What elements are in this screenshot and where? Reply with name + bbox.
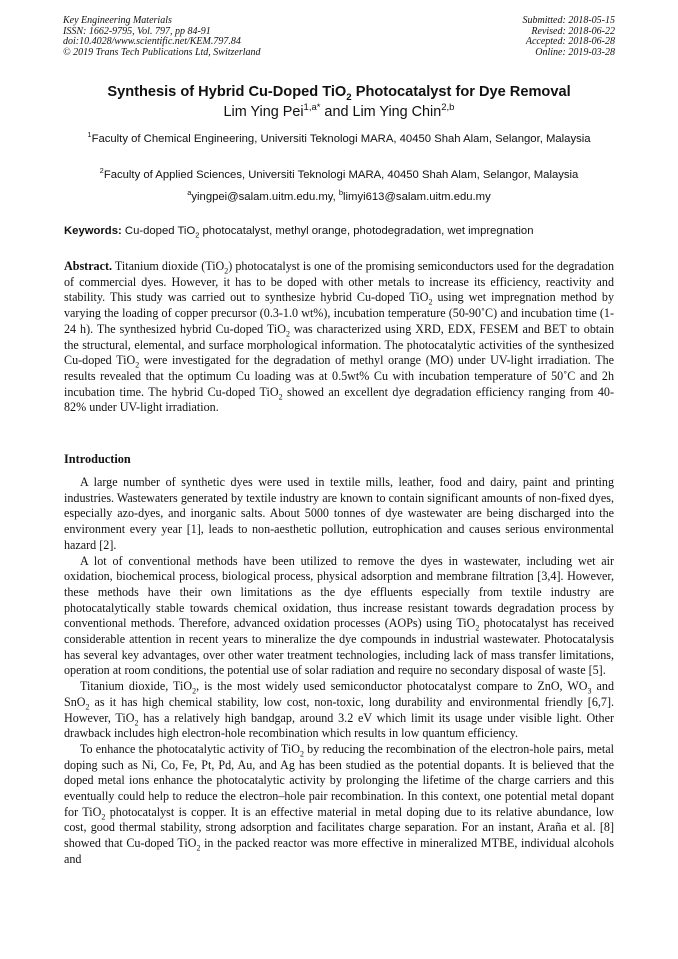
journal-issn: ISSN: 1662-9795, Vol. 797, pp 84-91 [63,25,211,37]
journal-name: Key Engineering Materials [63,15,172,26]
paragraph: Titanium dioxide, TiO$_2$, is the most widely used semiconductor photocatalyst compare to ZnO, $WO_3$ and SnO$_2$ as it has high chemical stability, low cost, non-toxic, long durability and environmental friendly [6,7]. However, TiO$_2$ has a relatively high bandgap, around 3.2 eV which limit its usage under visible light. Other drawback includes high electron-hole recombination which results in low quantum efficiency. [64,679,614,741]
paragraph: To enhance the photocatalytic activity of TiO$_2$ by reducing the recombination of the electron-hole pairs, metal doping such as Ni, Co, Fe, Pt, Pd, Au, and Ag has been studied as the potential dopants. It is believed that the doped metal ions enhance the photocatalytic activity by prolonging the lifetime of the charge carriers and this eventually could help to reduce the electron–hole pair recombination. In this context, one potential metal dopant for TiO$_2$ photocatalyst is copper. It is an effective material in metal doping due to its relative abundance, low cost, good thermal stability, strong adsorption and facilitates charge separation. For an instant, Araña et al. [8] showed that Cu-doped TiO$_2$ in the packed reactor was more effective in mineralized MTBE, individual alcohols and [64,741,615,866]
email-link-2[interactable]: limyi613@salam.uitm.edu.my [343,191,491,203]
date-revised: Revised: 2018-06-22 [531,25,615,37]
date-online: Online: 2019-03-28 [535,46,615,58]
journal-doi[interactable]: doi:10.4028/www.scientific.net/KEM.797.84 [63,36,241,48]
author-emails: $^a$yingpei@salam.uitm.edu.my, $^b$limyi613@salam.uitm.edu.my [187,188,491,203]
date-submitted: Submitted: 2018-05-15 [522,15,615,26]
paper-title: Synthesis of Hybrid Cu-Doped TiO$_2$ Photocatalyst for Dye Removal [107,84,571,103]
journal-info [63,16,261,58]
email-link-1[interactable]: yingpei@salam.uitm.edu.my [191,191,333,203]
affiliation-2: $^2$Faculty of Applied Sciences, Universiti Teknologi MARA, 40450 Shah Alam, Selangor, Malaysia [99,166,579,181]
author-1: Lim Ying Pei [223,104,304,120]
introduction-body [64,475,614,868]
keywords-label: Keywords: [64,225,122,237]
abstract: Abstract. Titanium dioxide (TiO$_2$) photocatalyst is one of the promising semiconductors used for the degradation of commercial dyes. However, it has to be doped with other metals to increase its efficiency, reactivity and stability. This study was carried out to synthesize hybrid Cu-doped TiO$_2$ using wet impregnation method by varying the loading of copper precursor (0.3-1.0 wt%), incubation temperature (50-90˚C) and incubation time (1-24 h). The synthesized hybrid Cu-doped TiO$_2$ was characterized using XRD, EDX, FESEM and BET to obtain the structural, elemental, and surface morphological information. The photocatalytic activities of the synthesized Cu-doped TiO$_2$ were investigated for the degradation of methyl orange (MO) under UV-light irradiation. The results revealed that the optimum Cu loading was at 0.5wt% Cu with incubation temperature of 50˚C and 2h incubation time. The hybrid Cu-doped TiO$_2$ showed an excellent dye degradation efficiency ranging from 40-82% under UV-light irradiation. [64,259,615,415]
paragraph: A large number of synthetic dyes were used in textile mills, leather, food and dairy, paint and printing industries. Wastewaters generated by textile industry are known to contain significant amounts of non-fixed dyes, especially azo-dyes, and inorganic salts. About 5000 tonnes of dye wastewater are being discharged into the environment every year [1], leads to non-aesthetic pollution, eutrophication and causes serious environmental hazard [2]. [64,475,614,552]
publication-dates [523,16,616,58]
paragraph: A lot of conventional methods have been utilized to remove the dyes in wastewater, including wet air oxidation, biochemical process, biological process, physical adsorption and membrane filtration [3,4]. However, these methods have their own limitations as the dye effluents especially from textile industry are photocatalytically stable towards chemical oxidation, thus increase resistant towards degradation process by conventional methods. Therefore, advanced oxidation processes (AOPs) using TiO$_2$ photocatalyst has received considerable attention in recent years to mineralize the dye compounds in industrial wastewater. Photocatalysis has several key advantages, over other water treatment technologies, including lack of mass transfer limitations, operation at room conditions, the potential use of solar radiation and require no secondary disposal of waste [5]. [64,553,614,678]
author-2: Lim Ying Chin [352,104,442,120]
journal-copyright: © 2019 Trans Tech Publications Ltd, Switzerland [63,46,261,58]
author-list: Lim Ying Pei$^{1,a*}$ and Lim Ying Chin$^{2,b}$ [223,102,455,120]
date-accepted: Accepted: 2018-06-28 [525,36,615,48]
abstract-label: Abstract. [64,259,113,273]
affiliation-1: $^1$Faculty of Chemical Engineering, Universiti Teknologi MARA, 40450 Shah Alam, Selangor, Malaysia [87,130,591,145]
section-heading-introduction: Introduction [64,452,131,466]
keywords: Keywords: Cu-doped TiO$_2$ photocatalyst, methyl orange, photodegradation, wet impregnation [64,225,534,240]
